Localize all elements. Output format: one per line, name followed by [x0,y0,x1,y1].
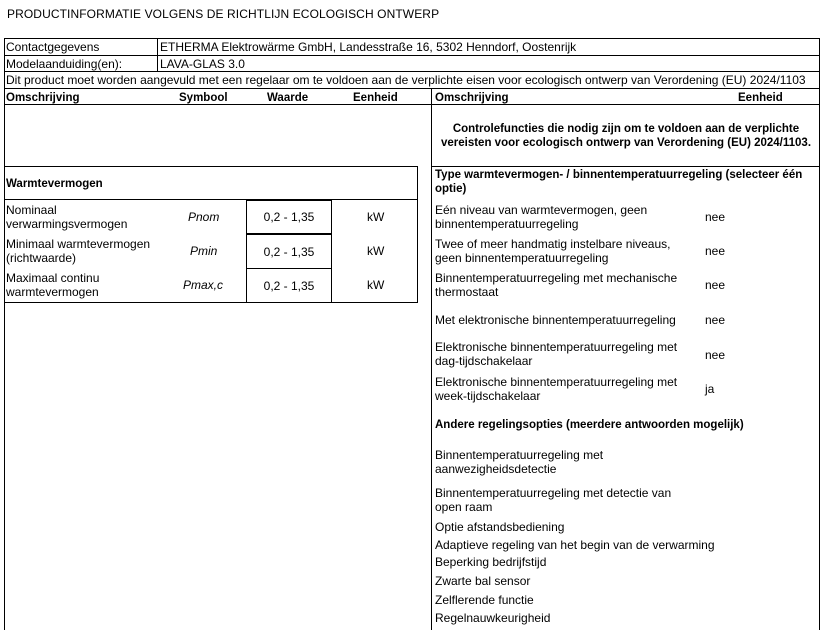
regeling-row-value: nee [705,278,726,292]
andere-item-text: Binnentemperatuurregeling met detectie van [435,486,672,500]
regeling-row-text: binnentemperatuurregeling [435,217,579,231]
warmte-row-symbol: Pmax,c [183,278,224,292]
andere-item-text: aanwezigheidsdetectie [435,462,557,476]
warmte-row-desc: Minimaal warmtevermogen [6,237,151,251]
warmte-row-desc: (richtwaarde) [6,251,77,265]
andere-item-text: open raam [435,500,493,514]
regeling-row-text: Binnentemperatuurregeling met mechanische [435,271,678,285]
left-header-omschrijving: Omschrijving [6,92,80,104]
regeling-row-value: nee [705,210,726,224]
left-header-symbool: Symbool [179,92,228,104]
model-value: LAVA-GLAS 3.0 [160,57,245,71]
andere-item-text: Binnentemperatuurregeling met [435,448,604,462]
regeling-row-value: nee [705,313,726,327]
warmte-heading: Warmtevermogen [6,178,103,190]
document-title: PRODUCTINFORMATIE VOLGENS DE RICHTLIJN ECOLOGISCH ONTWERP [7,7,440,21]
andere-item: Regelnauwkeurigheid [435,611,551,625]
warmte-row-unit: kW [367,278,385,292]
left-header-waarde: Waarde [267,92,309,104]
warmte-row-value [246,200,332,234]
regeling-row-text: Elektronische binnentemperatuurregeling met [435,340,678,354]
model-label: Modelaanduiding(en): [6,57,123,71]
control-notice-line2: vereisten voor ecologisch ontwerp van Verordening (EU) 2024/1103. [440,137,812,149]
andere-item: Beperking bedrijfstijd [435,555,547,569]
warmte-row-value-text: 0,2 - 1,35 [263,244,315,259]
andere-item: Adaptieve regeling van het begin van de verwarming [435,538,715,552]
regeling-row-text: week-tijdschakelaar [435,389,541,403]
regeling-row-text: Met elektronische binnentemperatuurregeling [435,313,676,327]
andere-item: Zelflerende functie [435,593,534,607]
right-header-omschrijving: Omschrijving [435,92,509,104]
warmte-row-value [246,234,332,269]
controller-notice: Dit product moet worden aangevuld met een regelaar om te voldoen aan de verplichte eisen voor ecologisch ontwerp van Verordening (EU) 2024/1103 [6,73,806,87]
right-header-eenheid: Eenheid [738,92,783,104]
regeling-row-text: Twee of meer handmatig instelbare niveaus, [435,237,671,251]
warmte-row-unit: kW [367,244,385,258]
regeling-row-value: ja [705,382,715,396]
regeling-row-text: Elektronische binnentemperatuurregeling met [435,375,678,389]
regeling-row-text: geen binnentemperatuurregeling [435,251,609,265]
regeling-heading-cont: optie) [435,183,467,195]
regeling-row-text: Eén niveau van warmtevermogen, geen [435,203,648,217]
warmte-row-symbol: Pmin [190,244,218,258]
warmte-row-desc: Nominaal [6,203,57,217]
regeling-row-value: nee [705,244,726,258]
warmte-row-desc: verwarmingsvermogen [6,217,128,231]
warmte-row-symbol: Pnom [188,210,220,224]
regeling-row-text: thermostaat [435,285,499,299]
warmte-row-unit: kW [367,210,385,224]
regeling-row-text: dag-tijdschakelaar [435,354,533,368]
andere-item: Optie afstandsbediening [435,520,565,534]
left-header-eenheid: Eenheid [353,92,398,104]
warmte-row-value-text: 0,2 - 1,35 [263,278,315,293]
warmte-row-value [246,268,332,303]
contact-label: Contactgegevens [6,40,100,54]
andere-heading: Andere regelingsopties (meerdere antwoorden mogelijk) [435,419,744,431]
regeling-row-value: nee [705,348,726,362]
control-notice-line1: Controlefuncties die nodig zijn om te voldoen aan de verplichte [452,123,800,135]
andere-item: Zwarte bal sensor [435,574,531,588]
warmte-row-desc: Maximaal continu [6,271,100,285]
contact-value: ETHERMA Elektrowärme GmbH, Landesstraße 16, 5302 Henndorf, Oostenrijk [160,40,577,54]
warmte-row-desc: warmtevermogen [6,285,99,299]
warmte-row-value-text: 0,2 - 1,35 [263,210,315,224]
regeling-heading: Type warmtevermogen- / binnentemperatuurregeling (selecteer één [435,169,803,181]
